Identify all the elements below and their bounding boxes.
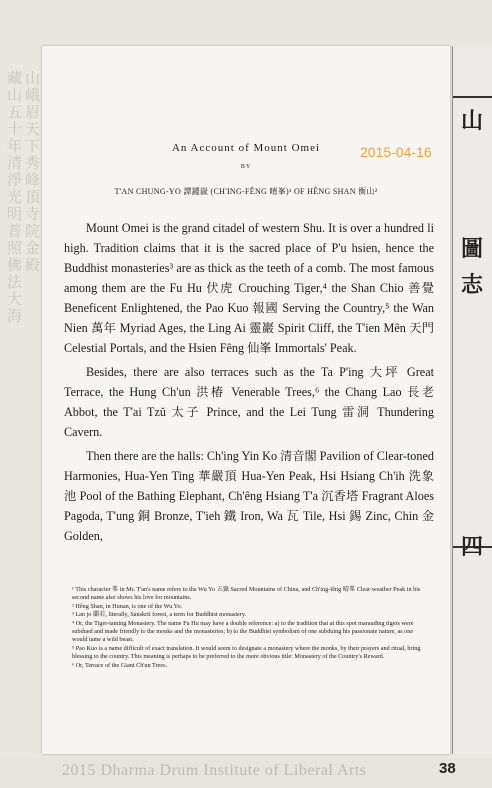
footnote: ⁶ Or, Terrace of the Giant Ch'un Trees. [72,661,168,669]
strip-character: 山 [461,108,484,133]
paragraph: Mount Omei is the grand citadel of western Shu. It is over a hundred li high. Tradition claims that it is the sacred place of P'u hsien, hence the Buddhist monasteries³ are as thick as the teeth of a comb. The most famous among them are the Fu Hu 伏虎 Crouching Tiger,⁴ the Shan Chio 善覺 Beneficent Enlightened, the Pao Kuo 報國 Serving the Country,⁵ the Wan Nien 萬年 Myriad Ages, the Ling Ai 靈巖 Spirit Cliff, the T'ien Mên 天門 Celestial Portals, and the Hsien Fêng 仙峯 Immortals' Peak. [64,221,434,355]
footnote: ¹ This character 峯 in Mr. T'an's name refers to the Wu Yo 五嶽 Sacred Mountains of China, and Ch'ing-fêng 晴峯 Clear-weather Peak in his second name also shows his love for mountains. [72,586,421,602]
strip-character: 四 [461,534,484,559]
byline-label: BY [240,164,252,170]
footer-bar [0,758,492,788]
author-line: T'AN CHUNG-YO 譚鍾嶽 (CH'ING-FÊNG 晴峯)¹ OF HÊNG SHAN 衡山² [114,187,378,196]
book-page [42,46,450,754]
footnote: ³ Lan jo 蘭若, literally, Sanskrit forest, a term for Buddhist monastery. [72,611,247,619]
body-text [64,218,434,550]
page-number: 38 [439,760,456,777]
strip-character: 志 [461,272,484,297]
footnote: ² Hêng Shan, in Hunan, is one of the Wu Yo. [72,602,183,610]
watermark: 2015 Dharma Drum Institute of Liberal Arts [62,762,367,779]
paragraph: Then there are the halls: Ch'ing Yin Ko 清音閣 Pavilion of Clear-toned Harmonies, Hua-Yen Ting 華嚴頂 Hua-Yen Peak, Hsi Hsiang Ch'ih 洗象池 Pool of the Bathing Elephant, Ch'êng Hsiang T'a 沉香塔 Fragrant Aloes Pagoda, T'ung 銅 Bronze, T'ieh 鐵 Iron, Wa 瓦 Tile, Hsi 錫 Zinc, Chin 金 Golden, [64,449,434,543]
paragraph: Besides, there are also terraces such as the Ta P'ing 大坪 Great Terrace, the Hung Ch'un 洪椿 Venerable Trees,⁶ the Chang Lao 長老 Abbot, the T'ai Tzŭ 太子 Prince, and the Lei Tung 雷洞 Thundering Cavern. [64,365,434,439]
footnote: ⁴ Or, the Tiger-taming Monastery. The name Fu Hu may have a double reference: a) to the tradition that at this spot marauding tigers were subdued and made friendly to the monks and the monasteries; b) to the Buddhist symbolism of one subduing his passionate nature, as one would tame a wild beast. [72,619,414,644]
strip-character: 圖 [461,236,484,261]
background-cjk-column: 藏山五十年清淨光明普照佛法大海 [5,70,21,325]
page-title: An Account of Mount Omei [171,142,321,154]
footnote: ⁵ Pao Kuo is a name difficult of exact translation. It would seem to designate a monastery where the monks, by their prayers and ritual, bring blessing to the country. This meaning is perhaps to be preferred to the more obvious title: Monastery of the Country's Reward. [72,644,421,661]
adjacent-page-strip [452,46,492,754]
footnotes [72,586,426,670]
divider [453,96,492,98]
date-stamp: 2015-04-16 [360,144,432,160]
background-cjk-column: 山峨眉天下秀峰頂寺院金殿 [23,70,39,274]
